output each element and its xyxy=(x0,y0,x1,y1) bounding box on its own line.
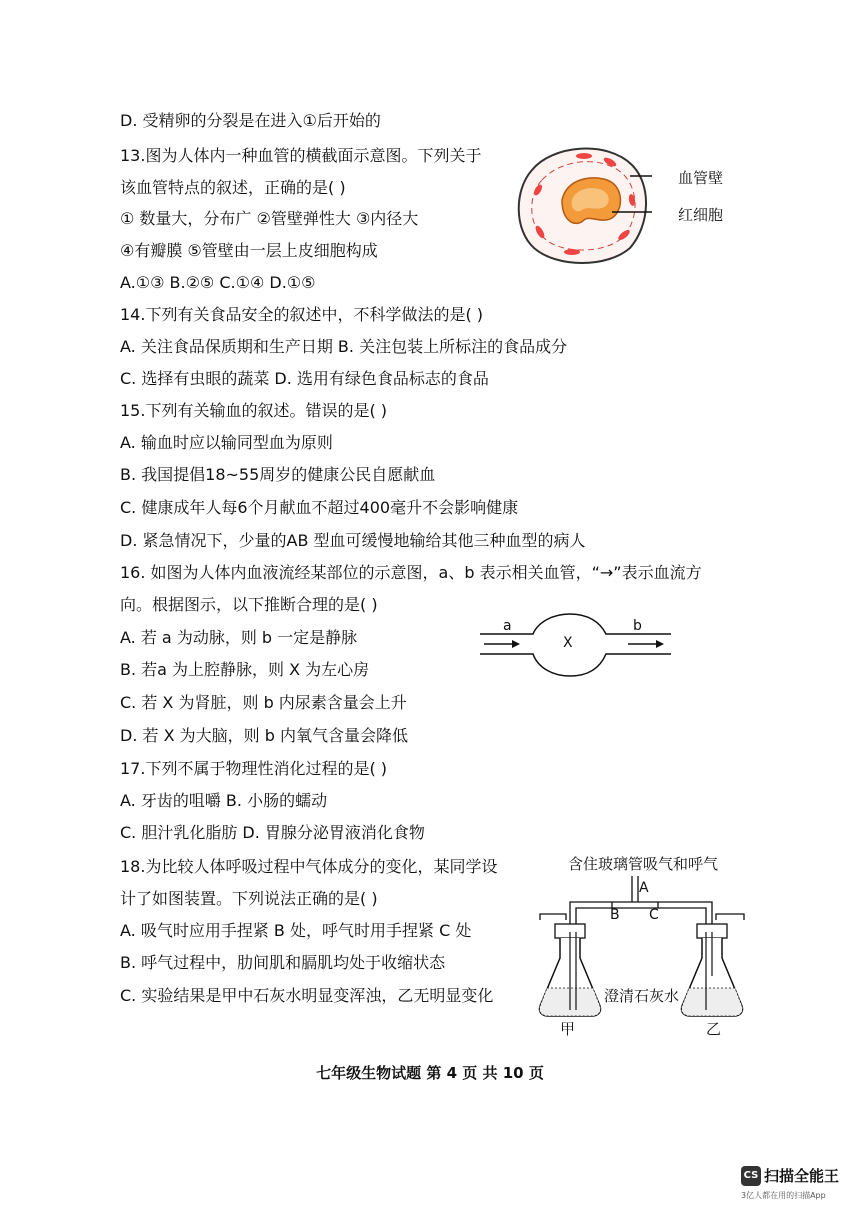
label-point-b: B xyxy=(610,907,620,923)
vessel-cross-section-image xyxy=(512,140,652,270)
label-red-blood-cell: 红细胞 xyxy=(678,206,724,224)
text-line: ① 数量大，分布广 ②管壁弹性大 ③内径大 xyxy=(120,209,419,228)
text-line: 14.下列有关食品安全的叙述中，不科学做法的是( ) xyxy=(120,305,484,324)
label-organ-x: X xyxy=(563,635,573,651)
text-line: A. 牙齿的咀嚼 B. 小肠的蠕动 xyxy=(120,791,328,810)
text-line: C. 健康成年人每6个月献血不超过400毫升不会影响健康 xyxy=(120,498,519,517)
page-footer: 七年级生物试题 第 4 页 共 10 页 xyxy=(316,1064,544,1082)
text-line: A. 输血时应以输同型血为原则 xyxy=(120,433,333,452)
label-point-c: C xyxy=(649,907,659,923)
label-vessel-a: a xyxy=(503,618,512,634)
text-line: D. 受精卵的分裂是在进入①后开始的 xyxy=(120,111,381,130)
label-point-a: A xyxy=(639,880,649,896)
scanner-watermark xyxy=(741,1165,840,1200)
text-line: B. 我国提倡18~55周岁的健康公民自愿献血 xyxy=(120,465,436,484)
cs-logo-icon: CS xyxy=(741,1166,761,1186)
text-line: 向。根据图示，以下推断合理的是( ) xyxy=(120,595,378,614)
brand-slogan: 3亿人都在用的扫描App xyxy=(741,1191,826,1200)
text-line: 18.为比较人体呼吸过程中气体成分的变化，某同学设 xyxy=(120,857,498,876)
text-line: B. 呼气过程中，肋间肌和膈肌均处于收缩状态 xyxy=(120,953,446,972)
label-limewater: 澄清石灰水 xyxy=(604,987,680,1005)
text-line: ④有瓣膜 ⑤管壁由一层上皮细胞构成 xyxy=(120,241,378,260)
text-line: 17.下列不属于物理性消化过程的是( ) xyxy=(120,759,388,778)
label-flask-right: 乙 xyxy=(706,1020,722,1038)
text-line: A. 吸气时应用手捏紧 B 处，呼气时用手捏紧 C 处 xyxy=(120,921,472,940)
text-line: 13.图为人体内一种血管的横截面示意图。下列关于 xyxy=(120,146,482,165)
brand-name: 扫描全能王 xyxy=(764,1167,840,1185)
label-flask-left: 甲 xyxy=(560,1020,576,1038)
text-line: C. 实验结果是甲中石灰水明显变浑浊，乙无明显变化 xyxy=(120,986,494,1005)
text-line: A. 若 a 为动脉，则 b 一定是静脉 xyxy=(120,628,358,647)
text-line: 16. 如图为人体内血液流经某部位的示意图，a、b 表示相关血管，“→”表示血流方 xyxy=(120,563,702,582)
text-line: 15.下列有关输血的叙述。错误的是( ) xyxy=(120,401,388,420)
text-line: C. 选择有虫眼的蔬菜 D. 选用有绿色食品标志的食品 xyxy=(120,369,489,388)
text-line: D. 紧急情况下，少量的AB 型血可缓慢地输给其他三种血型的病人 xyxy=(120,531,586,550)
text-line: 计了如图装置。下列说法正确的是( ) xyxy=(120,889,378,908)
text-line: 该血管特点的叙述，正确的是( ) xyxy=(120,178,346,197)
text-line: C. 胆汁乳化脂肪 D. 胃腺分泌胃液消化食物 xyxy=(120,823,425,842)
label-vessel-wall: 血管壁 xyxy=(678,169,724,187)
label-apparatus-title: 含住玻璃管吸气和呼气 xyxy=(568,855,719,873)
label-vessel-b: b xyxy=(633,618,642,634)
text-line: A. 关注食品保质期和生产日期 B. 关注包装上所标注的食品成分 xyxy=(120,337,568,356)
text-line: A.①③ B.②⑤ C.①④ D.①⑤ xyxy=(120,273,316,292)
text-line: B. 若a 为上腔静脉，则 X 为左心房 xyxy=(120,660,370,679)
text-line: C. 若 X 为肾脏，则 b 内尿素含量会上升 xyxy=(120,693,407,712)
text-line: D. 若 X 为大脑，则 b 内氧气含量会降低 xyxy=(120,726,408,745)
